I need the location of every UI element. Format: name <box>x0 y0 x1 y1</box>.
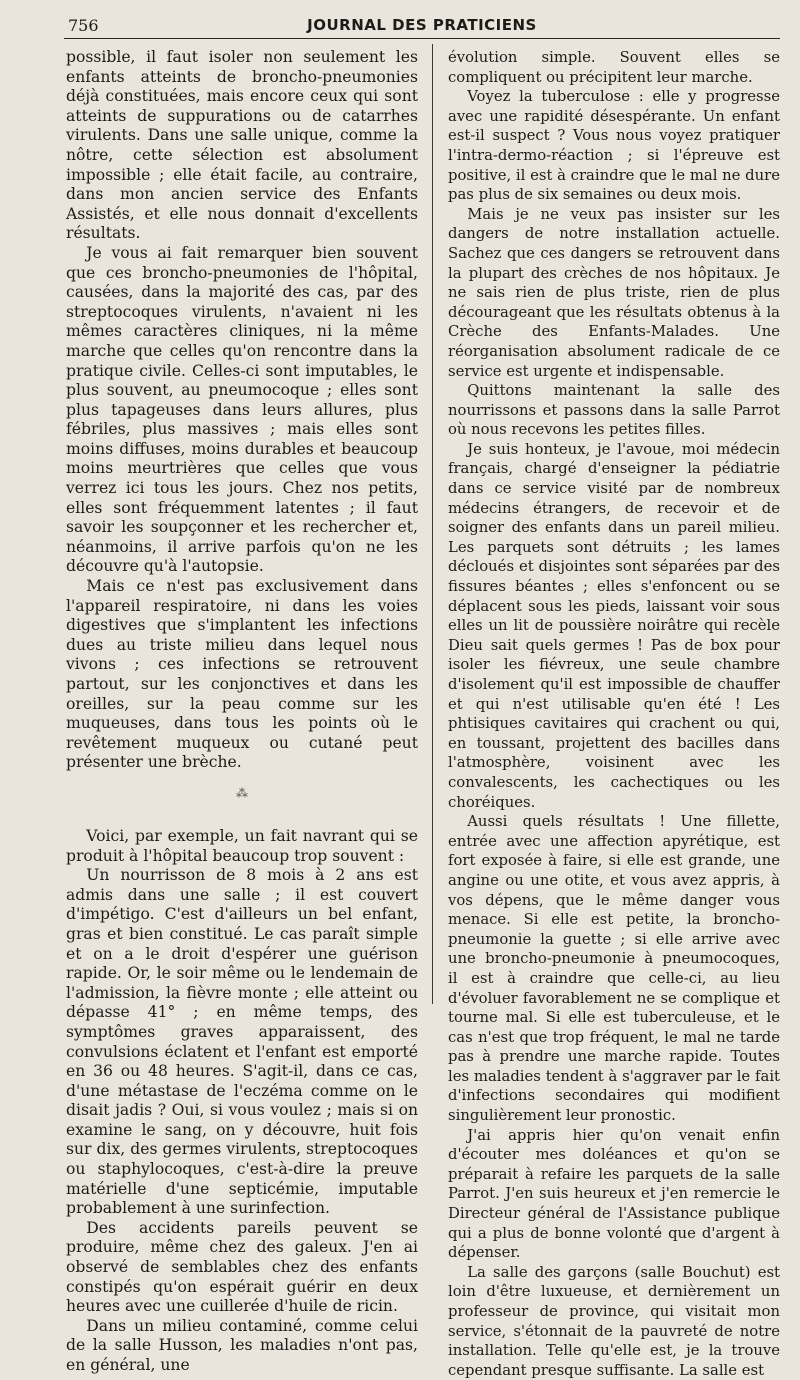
section-separator: ⁂ <box>236 785 248 800</box>
paragraph: Voici, par exemple, un fait navrant qui se produit à l'hôpital beaucoup trop souvent : <box>66 826 418 865</box>
paragraph: Des accidents pareils peuvent se produire, même chez des galeux. J'en ai observé de semblables chez des enfants constipés qu'on espérait guérir en deux heures avec une cuillerée d'huile de ricin. <box>66 1218 418 1316</box>
right-column <box>448 48 780 1380</box>
paragraph: Dans un milieu contaminé, comme celui de la salle Husson, les maladies n'ont pas, en général, une <box>66 1316 418 1374</box>
paragraph: Aussi quels résultats ! Une fillette, entrée avec une affection apyrétique, est fort exposée à faire, si elle est grande, une angine ou une otite, et vous avez appris, à vos dépens, que le même danger vous menace. Si elle est petite, la broncho-pneumonie la guette ; si elle arrive avec une broncho-pneumonie à pneumocoques, il est à craindre que celle-ci, au lieu d'évoluer favorablement ne se complique et tourne mal. Si elle est tuberculeuse, et le cas n'est que trop fréquent, le mal ne tarde pas à prendre une marche rapide. Toutes les maladies tendent à s'aggraver par le fait d'infections secondaires qui modifient singulièrement leur pronostic. <box>448 813 780 1125</box>
paragraph: Mais je ne veux pas insister sur les dangers de notre installation actuelle. Sachez que ces dangers se retrouvent dans la plupart des crèches de nos hôpitaux. Je ne sais rien de plus triste, rien de plus décourageant que les résultats obtenus à la Crèche des Enfants-Malades. Une réorganisation absolument radicale de ce service est urgente et indispensable. <box>448 205 780 380</box>
paragraph: J'ai appris hier qu'on venait enfin d'écouter mes doléances et qu'on se préparait à refaire les parquets de la salle Parrot. J'en suis heureux et j'en remercie le Directeur général de l'Assistance publique qui a plus de bonne volonté que d'argent à dépenser. <box>448 1126 780 1262</box>
paragraph: évolution simple. Souvent elles se compliquent ou précipitent leur marche. <box>448 49 780 86</box>
paragraph: possible, il faut isoler non seulement les enfants atteints de broncho-pneumonies déjà constituées, mais encore ceux qui sont atteints de suppurations ou de catarrhes virulents. Dans une salle unique, comme la nôtre, cette sélection est absolument impossible ; elle était facile, au contraire, dans mon ancien service des Enfants Assistés, et elle nous donnait d'excellents résultats. <box>66 48 418 243</box>
paragraph: La salle des garçons (salle Bouchut) est loin d'être luxueuse, et dernièrement un professeur de province, qui visitait mon service, s'étonnait de la pauvreté de notre installation. Telle qu'elle est, je la trouve cependant presque suffisante. La salle est <box>448 1263 780 1379</box>
paragraph: Je suis honteux, je l'avoue, moi médecin français, chargé d'enseigner la pédiatrie dans ce service visité par de nombreux médecins étrangers, de recevoir et de soigner des enfants dans un pareil milieu. Les parquets sont détruits ; les lames décloués et disjointes sont séparées par des fissures béantes ; elles s'enfoncent ou se déplacent sous les pieds, laissant voir sous elles un lit de poussière noirâtre qui recèle Dieu sait quels germes ! Pas de box pour isoler les fiévreux, une seule chambre d'isolement qu'il est impossible de chauffer et qui n'est utilisable qu'en été ! Les phtisiques cavitaires qui crachent ou qui, en toussant, projettent des bacilles dans l'atmosphère, voisinent avec les convalescents, les cachectiques ou les choréiques. <box>448 440 780 811</box>
paragraph: Mais ce n'est pas exclusivement dans l'appareil respiratoire, ni dans les voies digestives que s'implantent les infections dues au triste milieu dans lequel nous vivons ; ces infections se retrouvent partout, sur les conjonctives et dans les oreilles, sur la peau comme sur les muqueuses, dans tous les points où le revêtement muqueux ou cutané peut présenter une brèche. <box>66 577 418 772</box>
left-column <box>66 48 418 1376</box>
paragraph: Je vous ai fait remarquer bien souvent que ces broncho-pneumonies de l'hôpital, causées, dans la majorité des cas, par des streptocoques virulents, n'avaient ni les mêmes caractères cliniques, ni la même marche que celles qu'on rencontre dans la pratique civile. Celles-ci sont imputables, le plus souvent, au pneumocoque ; elles sont plus tapageuses dans leurs allures, plus fébriles, plus massives ; mais elles sont moins diffuses, moins durables et beaucoup moins meurtrières que celles que vous verrez ici tous les jours. Chez nos petits, elles sont fréquemment latentes ; il faut savoir les soupçonner et les rechercher et, néanmoins, il arrive parfois qu'on ne les découvre qu'à l'autopsie. <box>66 243 418 576</box>
journal-title: JOURNAL DES PRATICIENS <box>307 16 537 34</box>
paragraph: Quittons maintenant la salle des nourrissons et passons dans la salle Parrot où nous recevons les petites filles. <box>448 382 780 439</box>
column-divider <box>432 44 433 1004</box>
paragraph: Voyez la tuberculose : elle y progresse avec une rapidité désespérante. Un enfant est-il suspect ? Vous nous voyez pratiquer l'intra-dermo-réaction ; si l'épreuve est positive, il est à craindre que le mal ne dure pas plus de six semaines ou deux mois. <box>448 88 780 204</box>
paragraph: Un nourrisson de 8 mois à 2 ans est admis dans une salle ; il est couvert d'impétigo. C'est d'ailleurs un bel enfant, gras et bien constitué. Le cas paraît simple et on a le droit d'espérer une guérison rapide. Or, le soir même ou le lendemain de l'admission, la fièvre monte ; elle atteint ou dépasse 41° ; en même temps, des symptômes graves apparaissent, des convulsions éclatent et l'enfant est emporté en 36 ou 48 heures. S'agit-il, dans ce cas, d'une métastase de l'eczéma comme on le disait jadis ? Oui, si vous voulez ; mais si on examine le sang, on y découvre, huit fois sur dix, des germes virulents, streptocoques ou staphylocoques, c'est-à-dire la preuve matérielle d'une septicémie, imputable probablement à une surinfection. <box>66 866 418 1218</box>
page-header <box>64 12 780 39</box>
page-number: 756 <box>68 16 99 35</box>
